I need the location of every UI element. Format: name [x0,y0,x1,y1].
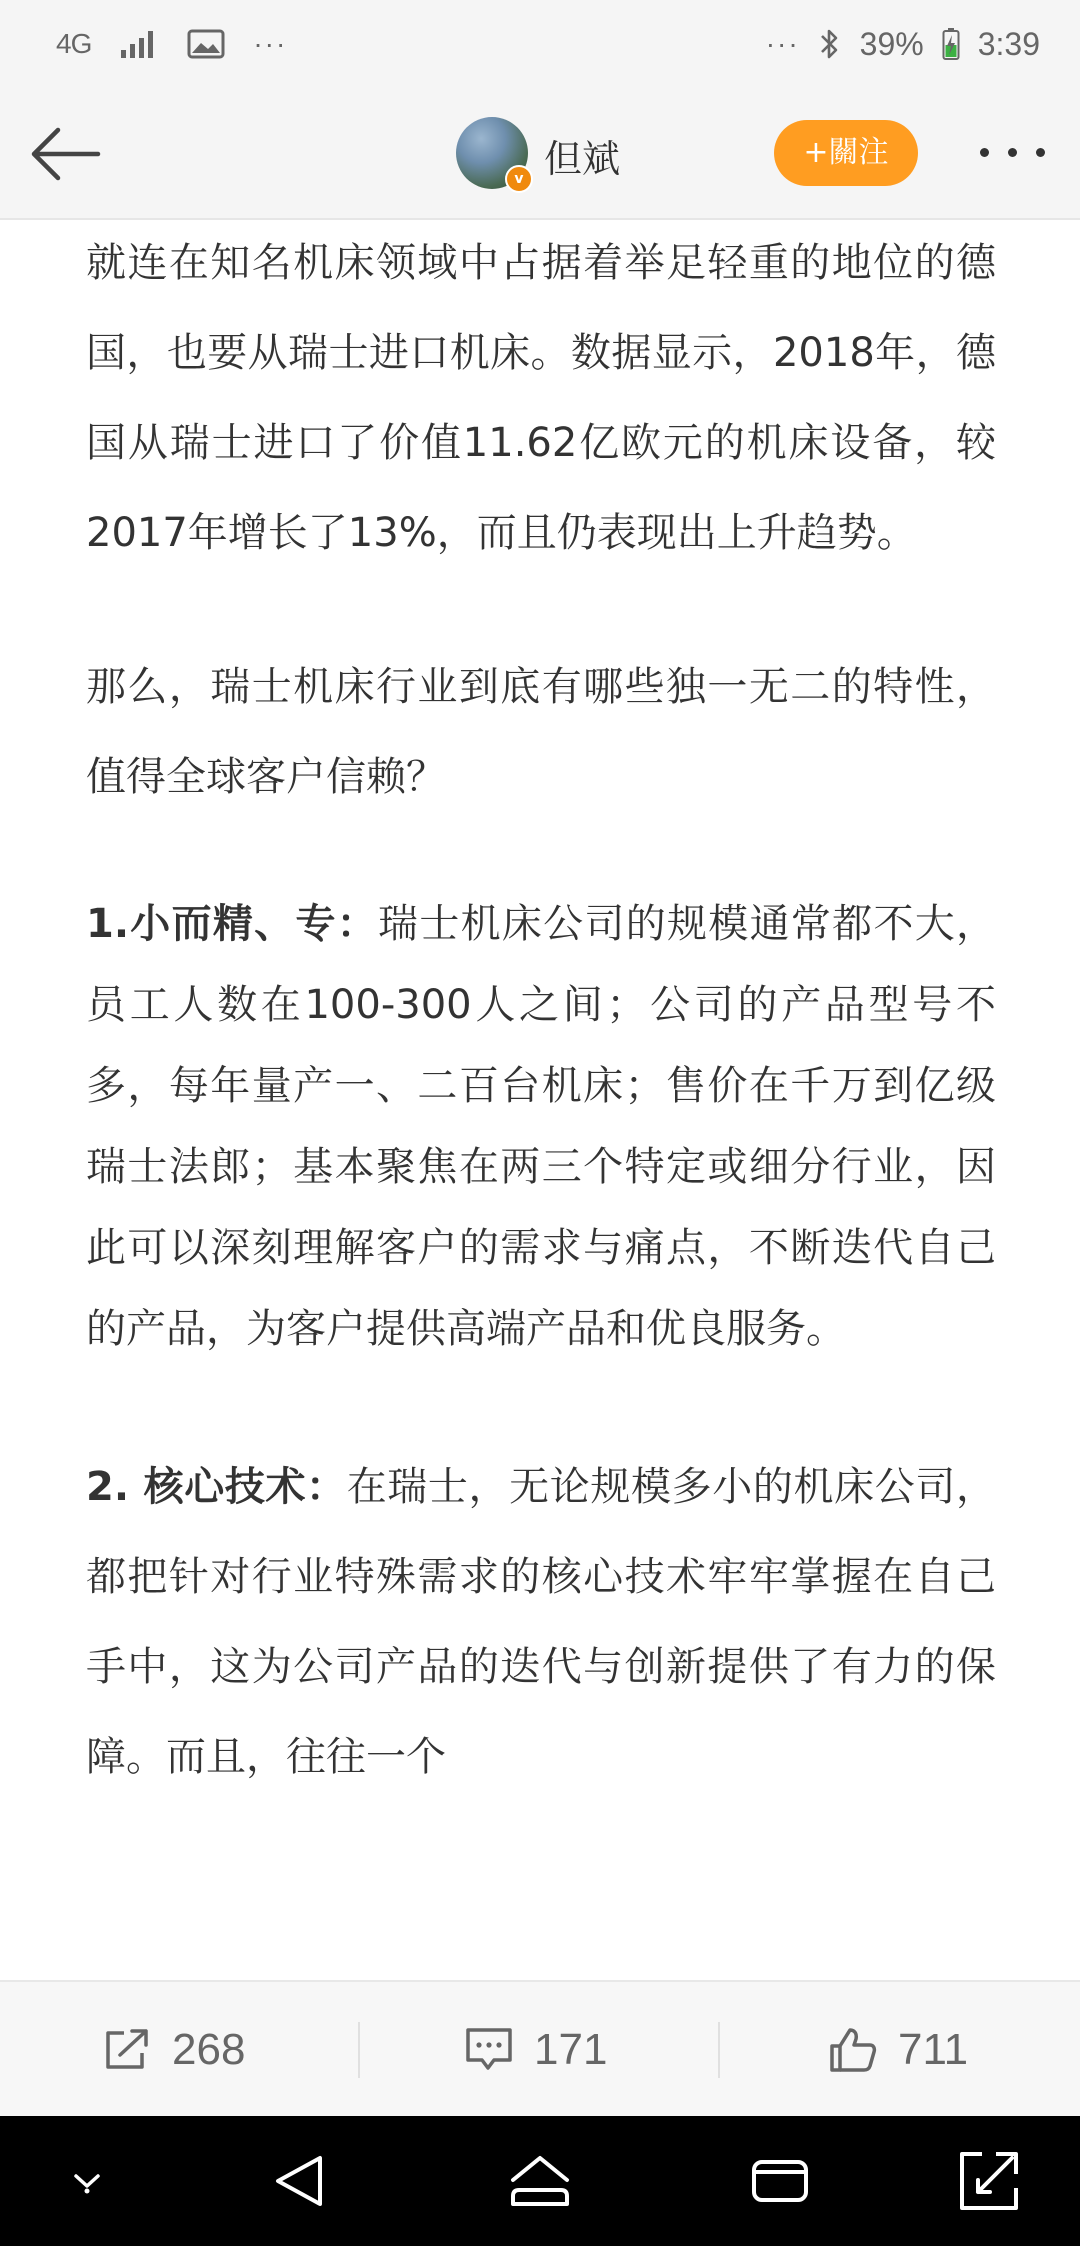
username[interactable]: 但斌 [544,137,621,181]
top-nav-bar [0,90,1080,220]
status-bar [0,0,1080,90]
verified-badge-icon: v [505,165,533,193]
divider [358,2022,360,2078]
like-button[interactable] [828,1982,968,2118]
repost-button[interactable] [102,1982,245,2118]
recents-icon[interactable] [745,2146,815,2216]
network-type: 4G [56,28,92,59]
chevron-down-icon[interactable] [52,2146,122,2216]
more-status: ··· [765,28,800,59]
article-body [86,218,996,1980]
divider [718,2022,720,2078]
back-triangle-icon[interactable] [264,2146,334,2216]
follow-button[interactable]: +關注 [774,120,918,186]
paragraph-heading: 2. 核心技术： [86,1464,347,1510]
back-arrow-icon [26,118,106,190]
back-button[interactable] [26,118,106,190]
comment-icon [464,2026,514,2074]
expand-icon[interactable] [954,2146,1024,2216]
paragraph-text: 在瑞士，无论规模多小的机床公司，都把针对行业特殊需求的核心技术牢牢掌握在自己手中，这为公司产品的迭代与创新提供了有力的保障。而且，往往一个 [86,1464,996,1780]
article-paragraph [86,884,996,1370]
more-notifications: ··· [253,28,288,59]
repost-count: 268 [172,2025,246,2074]
share-icon [102,2027,152,2073]
status-bar-right [766,22,1040,66]
comment-button[interactable] [464,1982,607,2118]
system-nav-bar [0,2116,1080,2246]
bluetooth-icon [818,22,842,66]
paragraph-heading: 1.小而精、专： [86,901,379,947]
signal-icon [119,22,159,66]
paragraph-text: 瑞士机床公司的规模通常都不大，员工人数在100-300人之间；公司的产品型号不多，每年量产一、二百台机床；售价在千万到亿级瑞士法郎；基本聚焦在两三个特定或细分行业，因此可以深刻理解客户的需求与痛点，不断迭代自己的产品，为客户提供高端产品和优良服务。 [86,901,996,1352]
comment-count: 171 [534,2025,608,2074]
more-icon[interactable] [978,134,1048,170]
like-count: 711 [898,2025,969,2074]
battery-percent: 39% [859,25,924,62]
article-paragraph: 那么，瑞士机床行业到底有哪些独一无二的特性，值得全球客户信赖？ [86,664,996,800]
image-icon [187,22,225,66]
status-bar-left [56,22,287,66]
article-paragraph: 就连在知名机床领域中占据着举足轻重的地位的德国，也要从瑞士进口机床。数据显示，2018年，德国从瑞士进口了价值11.62亿欧元的机床设备，较2017年增长了13%，而且仍表现出上升趋势。 [86,240,996,556]
home-icon[interactable] [505,2146,575,2216]
action-bar [0,1980,1080,2118]
thumbs-up-icon [828,2026,878,2074]
battery-charging-icon [942,22,960,66]
article-paragraph [86,1442,996,1802]
clock: 3:39 [977,25,1040,62]
